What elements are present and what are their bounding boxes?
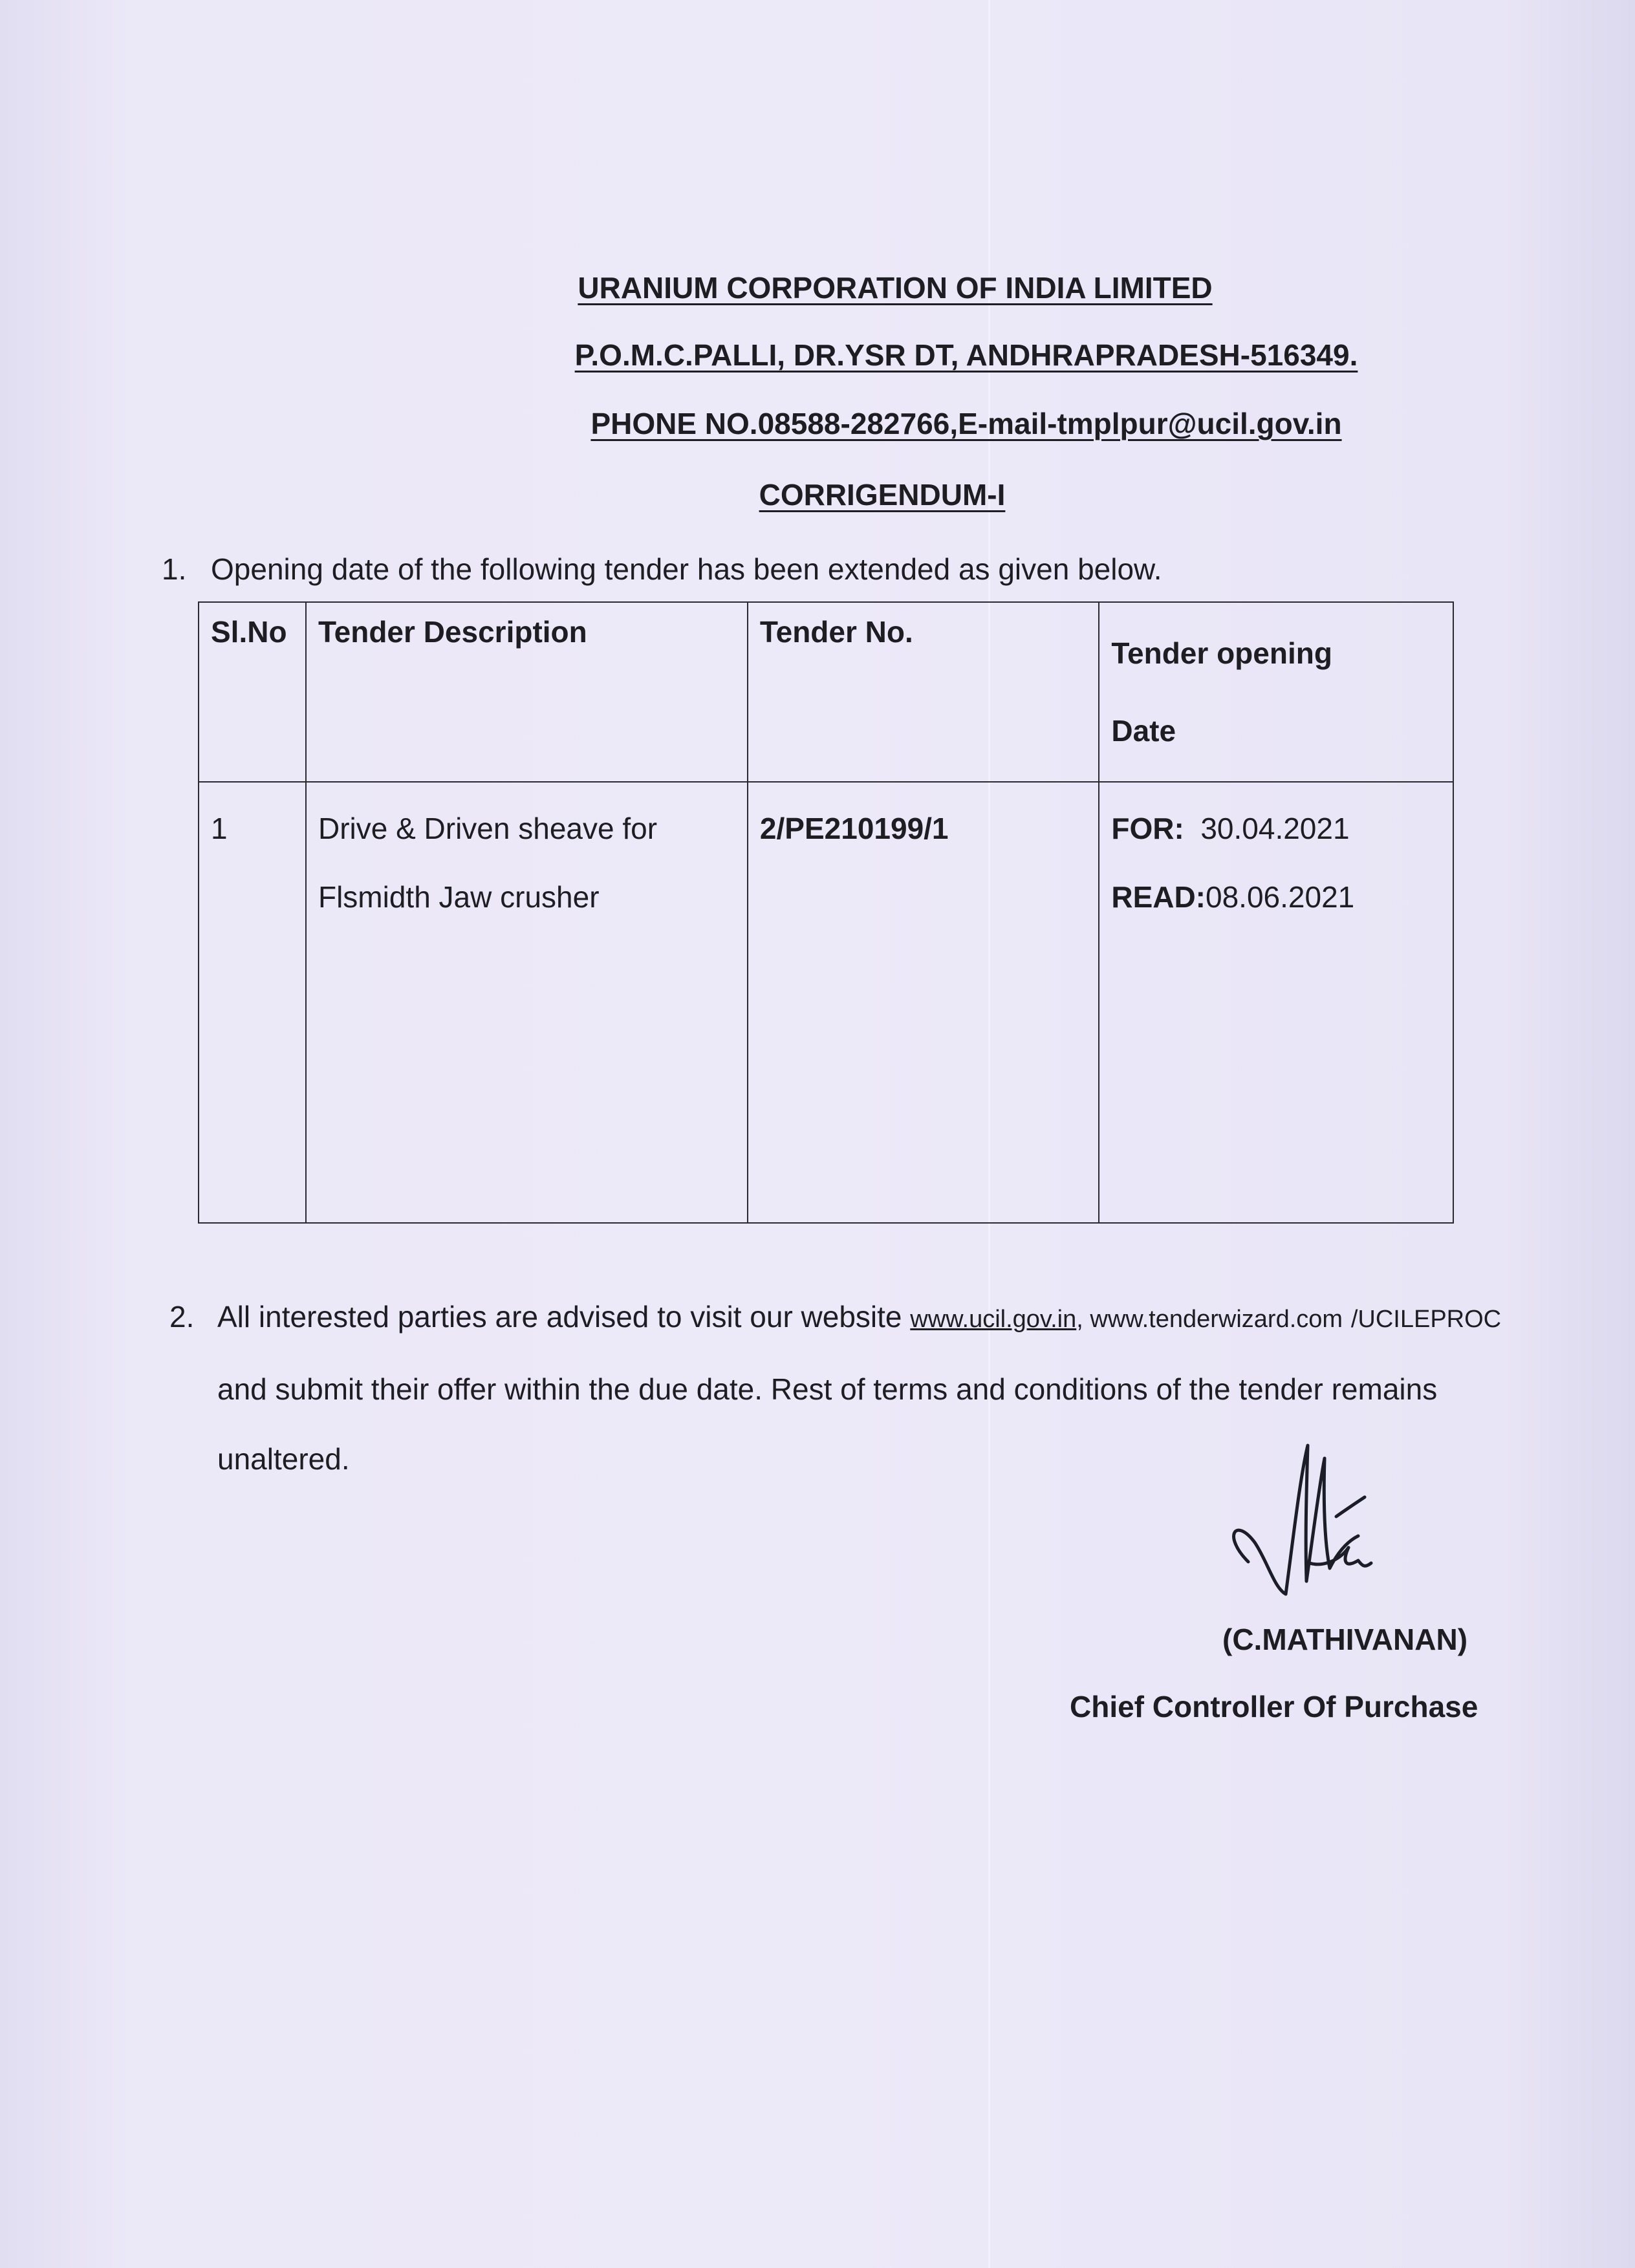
org-address: P.O.M.C.PALLI, DR.YSR DT, ANDHRAPRADESH-516349. [574,338,1358,372]
table-header-row [199,602,1453,782]
header-tender-opening-date [1099,602,1453,782]
tenderwizard-link[interactable]: www.tenderwizard.com [1090,1306,1343,1333]
paragraph-2-text-b: and submit their offer within the due date. Rest of terms and conditions of the tender remains unaltered. [217,1372,1438,1476]
read-date: 08.06.2021 [1206,880,1355,914]
org-name: URANIUM CORPORATION OF INDIA LIMITED [578,271,1213,305]
paragraph-1-text: Opening date of the following tender has been extended as given below. [211,552,1162,586]
cell-tender-no: 2/PE210199/1 [748,782,1099,1223]
read-date-line [1111,863,1441,931]
signatory-name: (C.MATHIVANAN) [1222,1623,1468,1656]
for-date-line [1111,794,1441,863]
cell-tender-description [306,782,748,1223]
read-label: READ: [1111,880,1206,914]
document-title: CORRIGENDUM-I [759,478,1006,512]
for-label: FOR: [1111,812,1184,845]
link-separator: , [1076,1306,1090,1333]
header-tender-no: Tender No. [748,602,1099,782]
desc-line-1: Drive & Driven sheave for [318,812,658,845]
paragraph-2-number: 2. [169,1300,195,1334]
cell-opening-date [1099,782,1453,1223]
tender-table [198,601,1454,1224]
paragraph-2-text-a: All interested parties are advised to visit our website [217,1300,911,1334]
header-sl-no: Sl.No [199,602,306,782]
signatory-title: Chief Controller Of Purchase [1070,1690,1478,1723]
table-row [199,782,1453,1223]
header-date-line-1: Tender opening [1111,636,1332,670]
cell-sl-no: 1 [199,782,306,1223]
for-date: 30.04.2021 [1200,812,1350,845]
header-date-line-2: Date [1111,714,1176,748]
tenderwizard-link-path[interactable]: /UCILEPROC [1350,1306,1502,1333]
desc-line-2: Flsmidth Jaw crusher [318,880,600,914]
ucil-website-link[interactable]: www.ucil.gov.in [910,1306,1077,1333]
header-tender-description: Tender Description [306,602,748,782]
paragraph-1-number: 1. [162,552,187,586]
org-contact: PHONE NO.08588-282766,E-mail-tmplpur@ucil.gov.in [590,407,1342,440]
signature-mark [1209,1439,1378,1620]
